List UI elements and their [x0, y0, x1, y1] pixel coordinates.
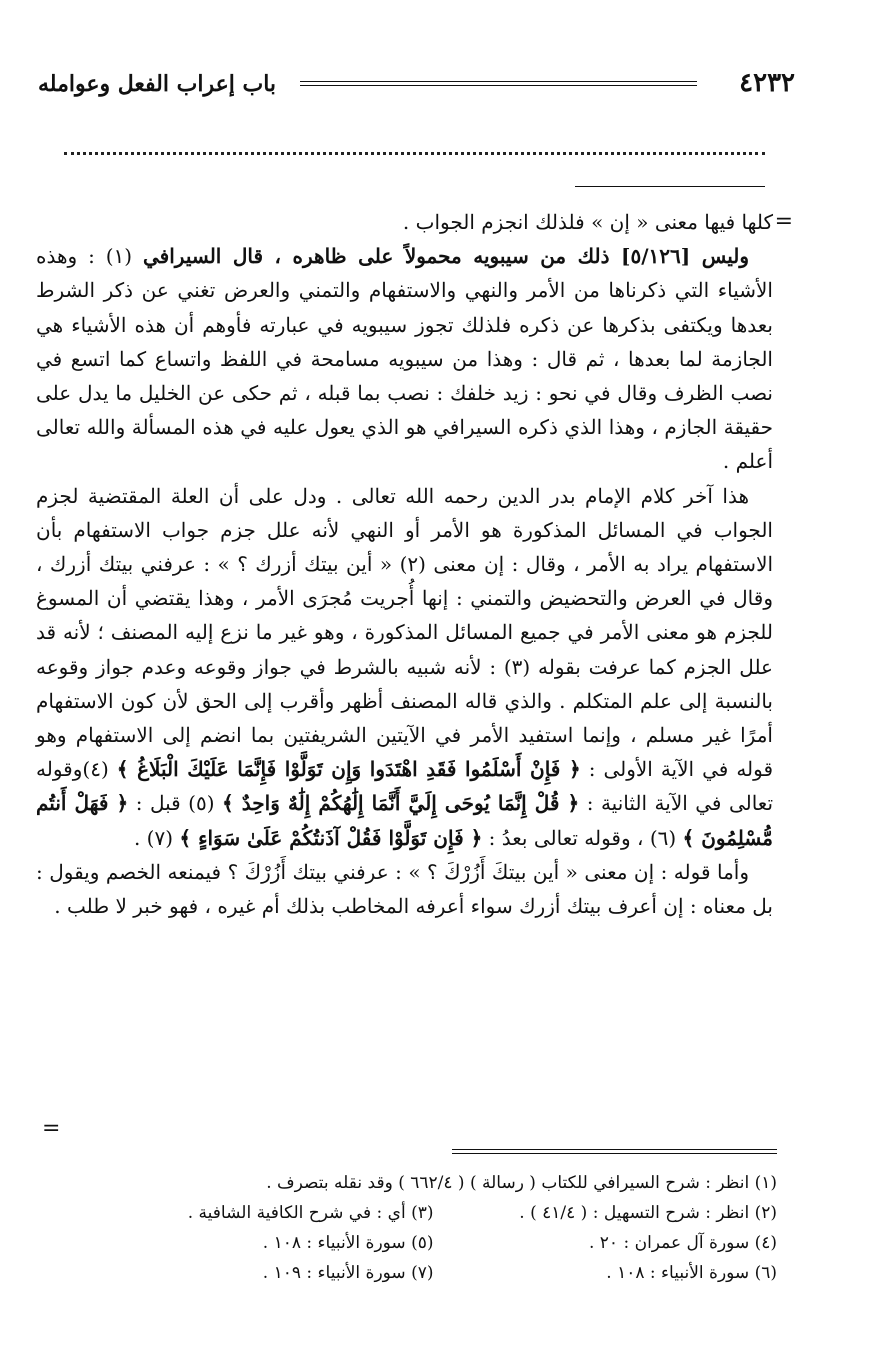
footnote-ref: (٢) [399, 552, 426, 577]
dotted-separator [64, 152, 765, 155]
footnote-ref: (٧) [146, 825, 174, 850]
bold-phrase: وليس [٥/١٢٦] ذلك من سيبويه محمولاً على ظاهره ، قال السيرافي [143, 244, 750, 269]
footnote-ref: (١) [105, 244, 133, 269]
footnote-ref: (٣) [503, 654, 531, 679]
header-rule [300, 81, 697, 86]
quran-verse: ﴿ فَهَلْ أَنتُم مُّسْلِمُونَ ﴾ [36, 791, 773, 850]
footnote-2: (٢) انظر : شرح التسهيل : ( ٤١/٤ ) . [519, 1203, 777, 1223]
footnote-1: (١) انظر : شرح السيرافي للكتاب ( رسالة ) ( ٦٦٢/٤ ) وقد نقله بتصرف . [266, 1173, 777, 1193]
footnote-ref: (٤) [82, 757, 109, 782]
footnote-row [90, 1228, 777, 1258]
footnote-ref: (٥) [188, 791, 215, 816]
continuation-rule [575, 186, 765, 187]
paragraph-text: قبل : [135, 791, 181, 816]
footnotes [90, 1168, 777, 1288]
footnote-rule [452, 1149, 777, 1154]
paragraph-1 [36, 239, 773, 478]
footnote-row [90, 1258, 777, 1288]
paragraph-text: : وهذه الأشياء التي ذكرناها من الأمر والنهي والاستفهام والتمني والعرض تغني عن ذكر الشرط بعدها ويكتفى بذكرها عن ذكره فلذلك تجوز سيبويه في عبارته فأوهم أن هذه الأشياء هي الجازمة لما بعدها ، ثم قال : وهذا من سيبويه مسامحة في اللفظ واتساع كما اتسع في نصب الظرف وقال في نحو : زيد خلفك : نصب بما قبله ، ثم حكى عن الخليل ما يدل على حقيقة الجازم ، وهذا الذي ذكره السيرافي هو الذي يعول عليه في هذه المسألة والله تعالى أعلم . [36, 244, 773, 474]
paragraph-text: ، وقوله تعالى بعدُ : [488, 825, 644, 850]
footnote-3: (٣) أي : في شرح الكافية الشافية . [187, 1203, 434, 1223]
paragraph-text: : لأنه شبيه بالشرط في جواز وقوعه وعدم جواز وقوعه بالنسبة إلى علم المتكلم . والذي قاله المصنف أظهر وأقرب إلى الحق لأن كون الاستفهام أمرًا غير مسلم ، وإنما استفيد الأمر في الآيتين الشريفتين بما انضم إلى الاستفهام وهو قوله في الآية الأولى : [36, 654, 774, 782]
paragraph-text: هذا آخر كلام الإمام بدر الدين رحمه الله تعالى . ودل على أن العلة المقتضية لجزم الجواب في المسائل المذكورة هو الأمر أو النهي لأنه علل جزم جواب الاستفهام بأن الاستفهام يراد به الأمر ، وقال : إن معنى [36, 483, 774, 577]
paragraph-text: . [133, 825, 141, 850]
paragraph-2 [36, 479, 773, 855]
chapter-title: باب إعراب الفعل وعوامله [38, 71, 277, 97]
paragraph-text: وقوله تعالى في الآية الثانية : [36, 757, 774, 816]
quran-verse: ﴿ فَإِن تَوَلَّوْا فَقُلْ آذَنتُكُمْ عَلَىٰ سَوَاءٍ ﴾ [179, 825, 483, 850]
footnote-ref: (٦) [649, 825, 677, 850]
running-header [38, 66, 795, 106]
main-text [36, 205, 773, 923]
paragraph-continuation: كلها فيها معنى « إن » فلذلك انجزم الجواب . [402, 210, 773, 234]
page-number: ٤٢٣٢ [739, 68, 795, 98]
quran-verse: ﴿ قُلْ إِنَّمَا يُوحَى إِلَيَّ أَنَّمَا إِلَٰهُكُمْ إِلَٰهٌ وَاحِدٌ ﴾ [222, 791, 580, 816]
footnote-5: (٥) سورة الأنبياء : ١٠٨ . [262, 1233, 434, 1253]
continuation-mark: = [774, 209, 793, 234]
paragraph-3: وأما قوله : إن معنى « أين بيتكَ أَزُرْكَ ؟ » : عرفني بيتك أَزُرْكَ ؟ فيمنعه الخصم ويقول : بل معناه : إن أعرف بيتك أزرك سواء أعرفه المخاطب بذلك أم غيره ، فهو خبر لا طلب . [36, 859, 773, 919]
quran-verse: ﴿ فَإِنْ أَسْلَمُوا فَقَدِ اهْتَدَوا وَإِن تَوَلَّوْا فَإِنَّمَا عَلَيْكَ الْبَلَاغُ ﴾ [116, 757, 581, 782]
footnote-6: (٦) سورة الأنبياء : ١٠٨ . [606, 1263, 777, 1283]
continuation-mark-end: = [42, 1116, 61, 1141]
footnote-4: (٤) سورة آل عمران : ٢٠ . [588, 1233, 777, 1253]
paragraph-text: « أين بيتك أزرك ؟ » : عرفني بيتك أزرك ، وقال في العرض والتحضيض والتمني : إنها أُجريت مُجرَى الأمر ، وهذا يقتضي أن المسوغ للجزم هو معنى الأمر في جميع المسائل المذكورة ، وهو غير ما نزع إليه المصنف ؛ لأنه قد علل الجزم كما عرفت بقوله [36, 552, 773, 679]
footnote-row [90, 1198, 777, 1228]
footnote-row [90, 1168, 777, 1198]
footnote-7: (٧) سورة الأنبياء : ١٠٩ . [262, 1263, 434, 1283]
